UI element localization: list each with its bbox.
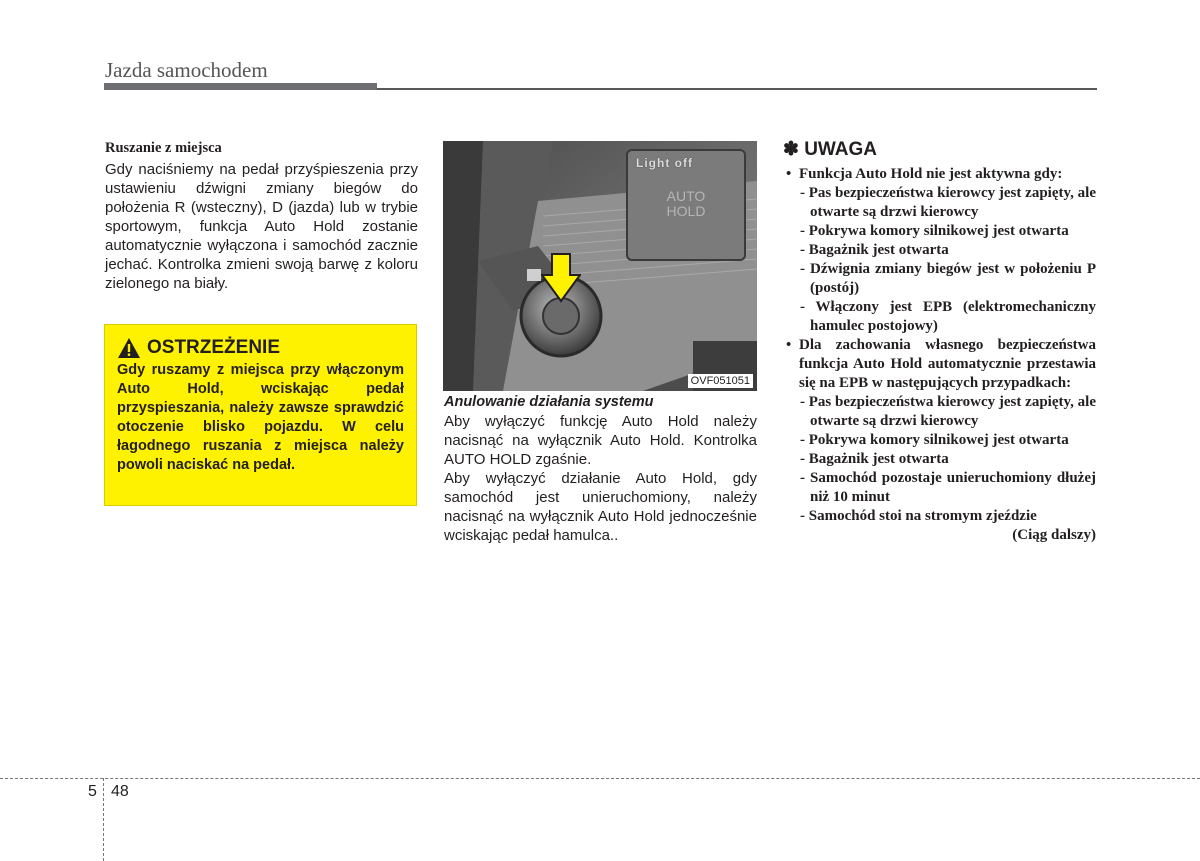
chapter-number: 5 xyxy=(88,783,97,800)
note-subitem: - Bagażnik jest otwarta xyxy=(800,242,949,258)
auto-hold-line2: HOLD xyxy=(666,203,706,219)
note-subitem: - Bagażnik jest otwarta xyxy=(800,451,949,467)
note-subitem: - Pokrywa komory silnikowej jest otwarta xyxy=(800,223,1069,239)
arrow-down-icon xyxy=(541,253,581,303)
note-list xyxy=(783,165,1096,545)
note-subitem: - Włączony jest EPB (elektromechaniczny hamulec postojowy) xyxy=(800,299,1096,334)
note-column xyxy=(783,138,1096,545)
header-title: Jazda samochodem xyxy=(105,58,268,82)
note-bullet: • Dla zachowania własnego bezpieczeństwa funkcja Auto Hold automatycznie przestawia się na EPB w następujących przypadkach: xyxy=(783,336,1096,393)
footer-dashed-divider xyxy=(103,778,104,861)
note-subitem: - Pas bezpieczeństwa kierowcy jest zapięty, ale otwarte są drzwi kierowcy xyxy=(800,185,1096,220)
note-subitem: - Samochód stoi na stromym zjeździe xyxy=(800,508,1037,524)
middle-column xyxy=(444,394,757,545)
note-subitem: - Pas bezpieczeństwa kierowcy jest zapięty, ale otwarte są drzwi kierowcy xyxy=(800,394,1096,429)
inset-label: Light off xyxy=(636,156,693,170)
warning-text: Gdy ruszamy z miejsca przy włączonym Auto Hold, wciskając pedał przyspieszania, należy zawsze sprawdzić otoczenie blisko pojazdu. W celu łagodnego ruszania z miejsca należy powoli naciskać na pedał. xyxy=(117,362,404,473)
auto-hold-indicator xyxy=(628,189,744,219)
figure-photo xyxy=(443,141,757,391)
indicator-inset xyxy=(626,149,746,261)
continued-label: (Ciąg dalszy) xyxy=(1012,527,1096,543)
header-rule-thick xyxy=(104,83,377,90)
auto-hold-line1: AUTO xyxy=(666,188,706,204)
warning-box xyxy=(104,324,417,506)
warning-triangle-icon xyxy=(117,337,141,359)
warning-title-row xyxy=(117,337,404,359)
section-subheading: Ruszanie z miejsca xyxy=(105,140,222,156)
footer-dashed-rule xyxy=(0,778,1200,779)
note-heading: ✽ UWAGA xyxy=(783,139,878,160)
note-subitem: - Dźwignia zmiany biegów jest w położeniu P (postój) xyxy=(800,261,1096,296)
note-subitem: - Samochód pozostaje unieruchomiony dłużej niż 10 minut xyxy=(800,470,1096,505)
figure-caption: Anulowanie działania systemu xyxy=(444,394,654,410)
left-paragraph: Gdy naciśniemy na pedał przyśpieszenia przy ustawieniu dźwigni zmiany biegów do położenia R (wsteczny), D (jazda) lub w trybie sportowym, funkcja Auto Hold zostanie automatycznie wyłączona i samochód zacznie jechać. Kontrolka zmieni swoją barwę z koloru zielonego na biały. xyxy=(105,161,418,292)
left-column xyxy=(105,140,418,293)
header-rule-thin xyxy=(377,88,1097,90)
middle-paragraph-2: Aby wyłączyć działanie Auto Hold, gdy samochód jest unieruchomiony, należy nacisnąć na wyłącznik Auto Hold jednocześnie wciskając pedał hamulca.. xyxy=(444,470,757,544)
note-subitem: - Pokrywa komory silnikowej jest otwarta xyxy=(800,432,1069,448)
page-number: 48 xyxy=(111,783,129,800)
note-bullet: • Funkcja Auto Hold nie jest aktywna gdy: xyxy=(783,165,1096,184)
figure-code: OVF051051 xyxy=(688,374,753,388)
warning-title: OSTRZEŻENIE xyxy=(147,337,281,358)
middle-paragraph-1: Aby wyłączyć funkcję Auto Hold należy nacisnąć na wyłącznik Auto Hold. Kontrolka AUTO HOLD zgaśnie. xyxy=(444,413,757,468)
